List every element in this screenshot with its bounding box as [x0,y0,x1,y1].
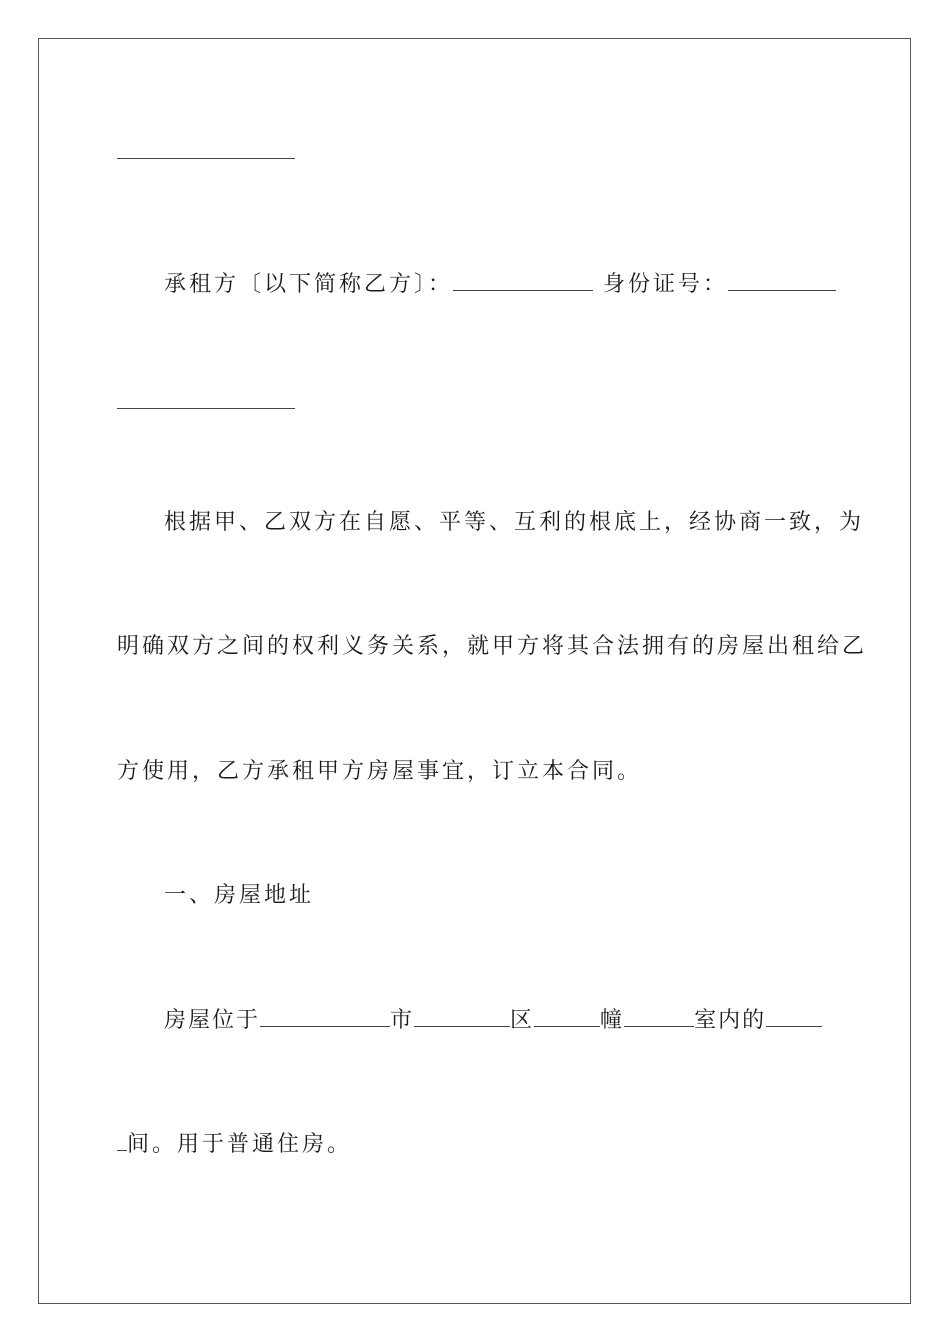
preamble-line-2: 明确双方之间的权利义务关系，就甲方将其合法拥有的房屋出租给乙 [117,634,868,659]
blank-line-id-continued [117,408,295,409]
preamble-line-1: 根据甲、乙双方在自愿、平等、互利的根底上，经协商一致，为 [164,510,865,535]
building-blank[interactable] [534,1006,600,1027]
building-label: 幢 [600,1008,625,1033]
city-blank[interactable] [260,1006,390,1027]
city-label: 市 [390,1008,415,1033]
address-continuation [117,1130,352,1160]
address-line [164,1006,822,1036]
blank-line-top [117,158,295,159]
section-heading-house-address: 一、房屋地址 [164,883,315,908]
room-count-blank[interactable] [766,1006,822,1027]
tenant-line [164,270,836,300]
address-prefix: 房屋位于 [164,1008,261,1033]
tenant-name-blank[interactable] [453,270,593,291]
tenant-id-blank[interactable] [728,270,836,291]
tenant-id-label: 身份证号： [603,272,729,297]
district-label: 区 [510,1008,535,1033]
usage-text: 间。用于普通住房。 [127,1132,353,1157]
district-blank[interactable] [414,1006,510,1027]
page-border [38,38,911,1304]
room-label: 室内的 [694,1008,767,1033]
room-count-blank-continued[interactable] [117,1130,127,1151]
room-blank[interactable] [624,1006,694,1027]
preamble-line-3: 方使用，乙方承租甲方房屋事宜，订立本合同。 [117,759,643,784]
tenant-label: 承租方〔以下简称乙方〕： [164,272,454,297]
